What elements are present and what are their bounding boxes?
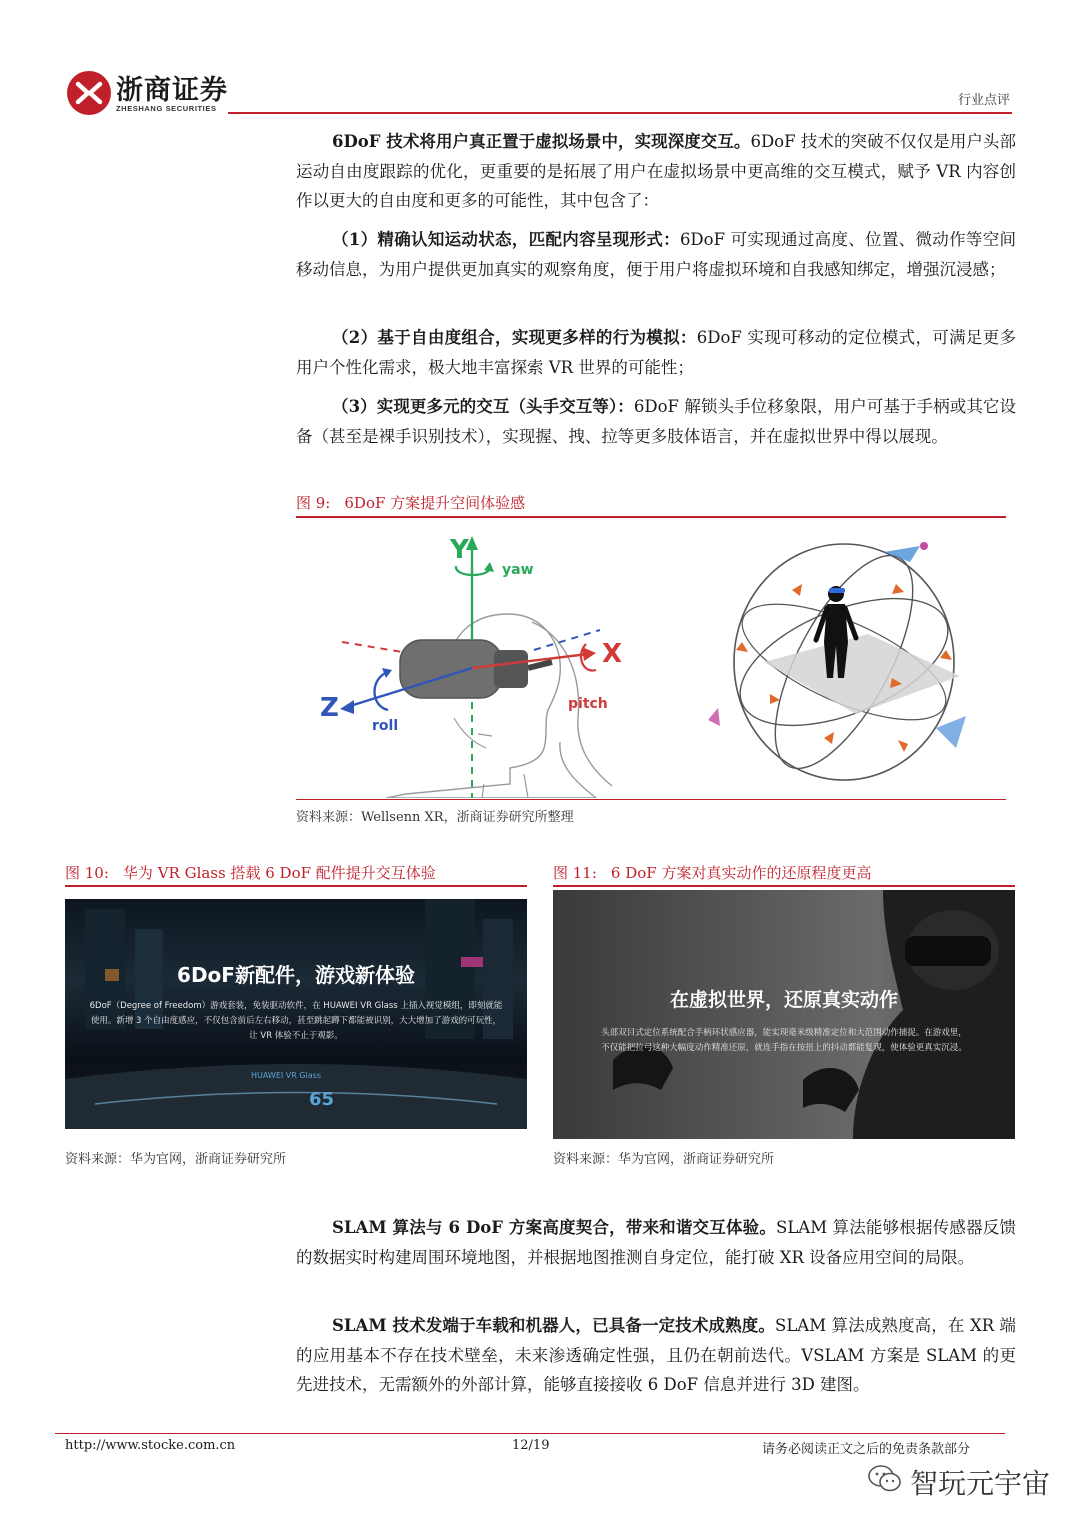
vr-headset-head-diagram bbox=[320, 535, 622, 798]
point-2-body: 6DoF 实现可移动的定位模式，可满足更多用户个性化需求，极大地丰富探索 VR 世界的可能性； bbox=[296, 328, 1016, 377]
figure-10-overlay-line-3: 让 VR 体验不止于观影。 bbox=[249, 1031, 343, 1041]
page-number: 12/19 bbox=[512, 1438, 550, 1453]
figure-10-overlay-line-2: 使用。新增 3 个自由度感应，不仅包含前后左右移动，甚至跳起蹲下都能被识别，大大增加了游戏的可玩性， bbox=[90, 1016, 502, 1026]
figure-11-top-rule bbox=[553, 885, 1015, 887]
brand-name-cn: 浙商证券 bbox=[116, 75, 228, 106]
figure-9-caption bbox=[296, 492, 525, 513]
figure-11-overlay-line-1: 头部双目式定位系统配合手柄环状感应器，能实现毫米级精准定位和大范围动作捕捉。在游戏里， bbox=[601, 1028, 967, 1038]
point-3-paragraph bbox=[296, 392, 1016, 451]
intro-lead: 6DoF 技术将用户真正置于虚拟场景中，实现深度交互。 bbox=[332, 132, 751, 151]
figure-11-source: 资料来源：华为官网，浙商证券研究所 bbox=[553, 1152, 775, 1167]
zheshang-logo-icon bbox=[66, 70, 112, 116]
point-1-lead: （1）精确认知运动状态，匹配内容呈现形式： bbox=[332, 230, 680, 249]
figure-11-overlay-title: 在虚拟世界，还原真实动作 bbox=[669, 989, 898, 1011]
watermark-account-name: 智玩元宇宙 bbox=[910, 1467, 1051, 1500]
figure-9-title: 6DoF 方案提升空间体验感 bbox=[344, 494, 526, 512]
axis-label-y: Y bbox=[450, 535, 469, 565]
figure-10-overlay-text bbox=[71, 999, 521, 1044]
figure-10-number: 图 10: bbox=[65, 864, 109, 882]
axis-label-yaw: yaw bbox=[502, 562, 534, 578]
intro-body: 6DoF 技术的突破不仅仅是用户头部运动自由度跟踪的优化，更重要的是拓展了用户在虚拟场景中更高维的交互模式，赋予 VR 内容创作以更大的自由度和更多的可能性，其中包含了： bbox=[296, 132, 1016, 210]
point-1-paragraph bbox=[296, 225, 1016, 284]
figure-11-overlay-text bbox=[559, 1026, 1009, 1056]
point-2-paragraph bbox=[296, 323, 1016, 382]
header-divider bbox=[228, 112, 1012, 114]
point-1-body: 6DoF 可实现通过高度、位置、微动作等空间移动信息，为用户提供更加真实的观察角度，便于用户将虚拟环境和自我感知绑定，增强沉浸感； bbox=[296, 230, 1017, 279]
figure-10-top-rule bbox=[65, 885, 527, 887]
figure-10-overlay-title: 6DoF新配件，游戏新体验 bbox=[177, 963, 415, 987]
point-3-body: 6DoF 解锁头手位移象限，用户可基于手柄或其它设备（甚至是裸手识别技术），实现握、拽、拉等更多肢体语言，并在虚拟世界中得以展现。 bbox=[296, 397, 1016, 446]
figure-9-number: 图 9: bbox=[296, 494, 331, 512]
hud-speed-number: 65 bbox=[309, 1089, 335, 1110]
figure-9-bottom-rule bbox=[296, 799, 1006, 800]
axis-label-roll: roll bbox=[372, 718, 399, 734]
figure-10-overlay-line-1: 6DoF（Degree of Freedom）游戏套装，免装驱动软件，在 HUAWEI VR Glass 上插入视觉模组，即刻就能 bbox=[89, 1001, 503, 1011]
figure-10-overlay-brand: HUAWEI VR Glass bbox=[251, 1071, 322, 1080]
point-3-lead: （3）实现更多元的交互（头手交互等）： bbox=[332, 397, 634, 416]
figure-9-top-rule bbox=[296, 516, 1006, 518]
slam-paragraph-2 bbox=[296, 1311, 1016, 1400]
slam-2-body: SLAM 算法成熟度高，在 XR 端的应用基本不存在技术壁垒，未来渗透确定性强，且仍在朝前迭代。VSLAM 方案是 SLAM 的更先进技术，无需额外的外部计算，能够直接接收 6 DoF 信息并进行 3D 建图。 bbox=[296, 1316, 1016, 1394]
slam-2-lead: SLAM 技术发端于车载和机器人，已具备一定技术成熟度。 bbox=[332, 1316, 776, 1335]
figure-11-title: 6 DoF 方案对真实动作的还原程度更高 bbox=[610, 864, 872, 882]
slam-1-lead: SLAM 算法与 6 DoF 方案高度契合，带来和谐交互体验。 bbox=[332, 1218, 777, 1237]
footer-website-link[interactable]: http://www.stocke.com.cn bbox=[65, 1438, 236, 1453]
document-type: 行业点评 bbox=[957, 93, 1010, 108]
figure-11-caption bbox=[553, 862, 871, 883]
slam-1-body: SLAM 算法能够根据传感器反馈的数据实时构建周围环境地图，并根据地图推测自身定位，能打破 XR 设备应用空间的局限。 bbox=[296, 1218, 1016, 1267]
figure-10-caption bbox=[65, 862, 436, 883]
figure-10-photo bbox=[65, 899, 527, 1129]
figure-9-illustration bbox=[296, 522, 1006, 798]
spatial-sphere-diagram bbox=[708, 536, 966, 788]
brand-name-en: ZHESHANG SECURITIES bbox=[116, 104, 217, 113]
wechat-icon bbox=[868, 1465, 902, 1493]
footer-disclaimer: 请务必阅读正文之后的免责条款部分 bbox=[762, 1442, 971, 1457]
point-2-lead: （2）基于自由度组合，实现更多样的行为模拟： bbox=[332, 328, 697, 347]
axis-label-pitch: pitch bbox=[568, 696, 608, 712]
figure-11-number: 图 11: bbox=[553, 864, 597, 882]
figure-11-photo bbox=[553, 890, 1015, 1139]
footer-divider bbox=[55, 1433, 1005, 1434]
axis-label-x: X bbox=[602, 639, 623, 669]
figure-9-source: 资料来源：Wellsenn XR，浙商证券研究所整理 bbox=[296, 810, 574, 825]
intro-paragraph bbox=[296, 127, 1016, 216]
slam-paragraph-1 bbox=[296, 1213, 1016, 1272]
figure-10-source: 资料来源：华为官网，浙商证券研究所 bbox=[65, 1152, 287, 1167]
figure-11-overlay-line-2: 不仅能把拉弓这种大幅度动作精准还原，就连手指在按扭上的抖动都能复现，使体验更真实沉浸。 bbox=[601, 1043, 967, 1053]
figure-10-title: 华为 VR Glass 搭载 6 DoF 配件提升交互体验 bbox=[122, 864, 436, 882]
axis-label-z: Z bbox=[320, 693, 339, 723]
vr-player-graphic bbox=[553, 890, 1015, 1139]
